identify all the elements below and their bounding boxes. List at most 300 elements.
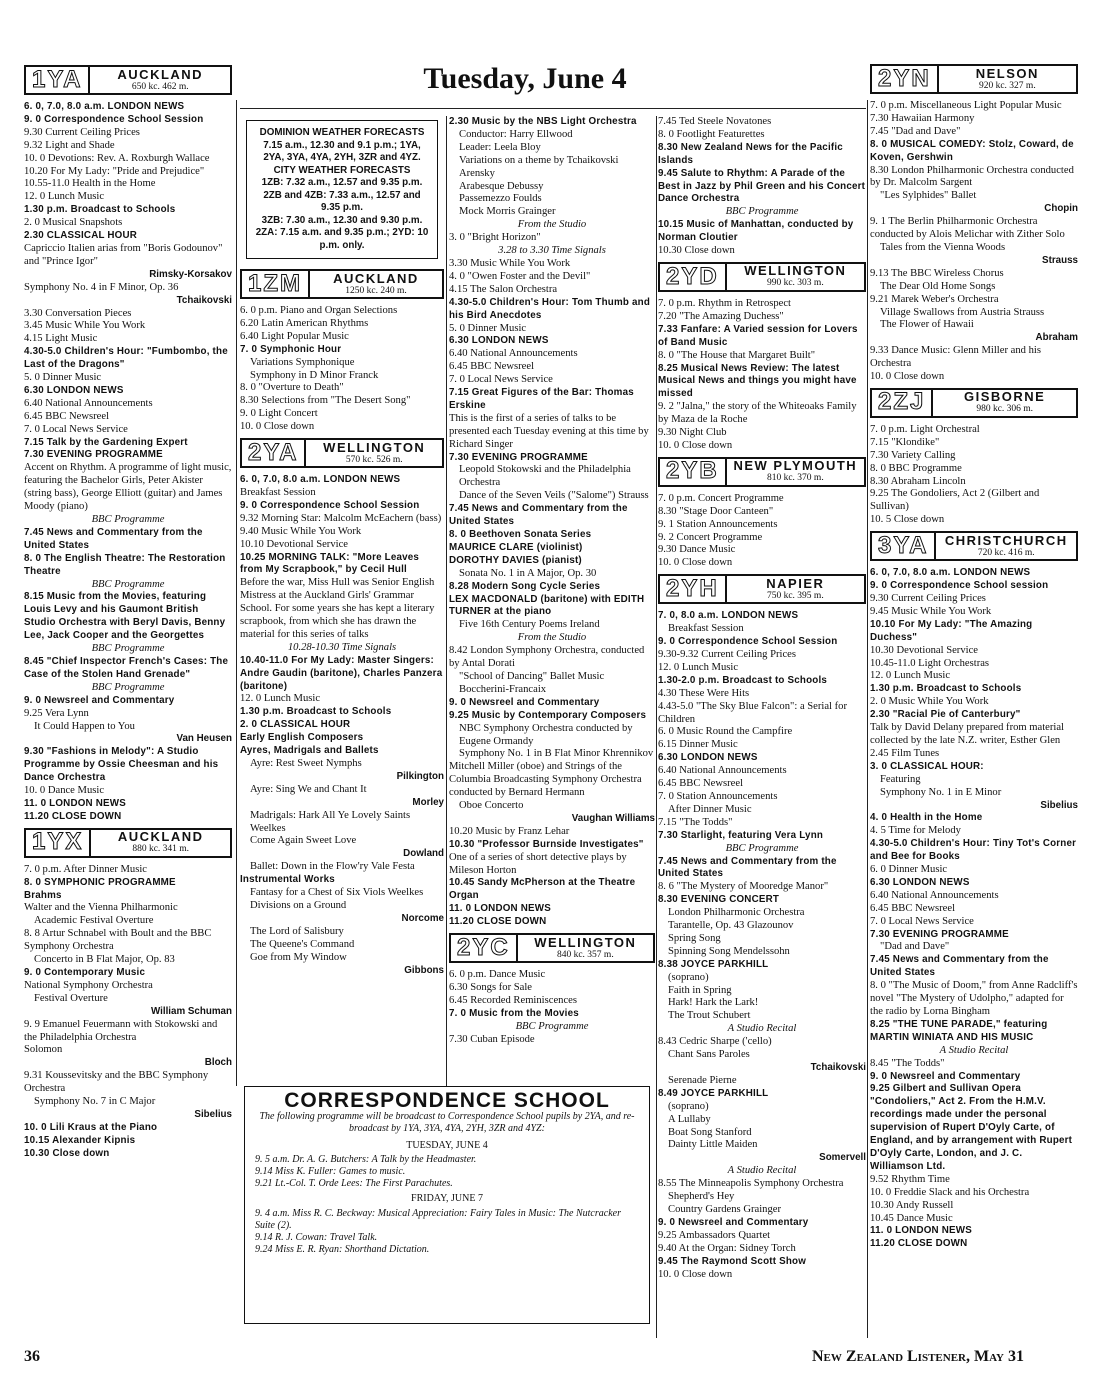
listing-line: 10.45 Dance Music [870,1212,953,1224]
listing-line: 9.21 Marek Weber's Orchestra [870,293,999,305]
listing-line: BBC Programme [515,1020,589,1032]
listing-line: 9.14 Miss K. Fuller: Games to music. [255,1166,406,1178]
listing-line: 8. 0 Beethoven Sonata Series [449,529,592,540]
listing-line: 9.30 Night Club [658,427,727,439]
listing-line: 9.45 Salute to Rhythm: A Parade of the Best in Jazz by Phil Green and his Concert Dance Orchestra [658,167,866,205]
listing-line: 5. 0 Dinner Music [449,322,527,334]
listing-line: (soprano) [668,1100,709,1112]
listing-2ya [240,474,444,977]
station-city: WELLINGTON [534,934,637,950]
listing-line: 8.45 "Chief Inspector French's Cases: The Case of the Stolen Hand Grenade" [24,655,229,680]
listing-line: 7.45 News and Commentary from the United States [870,954,1049,979]
listing-line: 9. 2 Concert Programme [658,531,763,543]
listing-line: Symphony in D Minor Franck [250,369,379,381]
listing-line: 3.28 to 3.30 Time Signals [498,245,606,257]
listing-line: 10. 5 Close down [870,514,945,526]
listing-line: Symphony No. 1 in B Flat Minor Khrennikov [459,748,654,760]
listing-line: 11.20 CLOSE DOWN [24,810,122,822]
listing-line: Mitchell Miller (oboe) and Strings of the Columbia Broadcasting Symphony Orchestra conducted by Bernard Hermann [449,761,642,799]
listing-line: 9. 0 Correspondence School Session [24,113,204,125]
listing-line: DOMINION WEATHER FORECASTS [259,127,425,138]
station-city: NEW PLYMOUTH [733,458,858,474]
column-5 [870,64,1078,1251]
listing-line: Tarantelle, Op. 43 Glazounov [668,920,794,932]
station-frequency: 880 kc. 341 m. [132,844,190,855]
listing-line: 6.40 Light Popular Music [240,330,349,342]
listing-line: Capriccio Italien arias from "Boris Godounov" and "Prince Igor" [24,242,223,267]
listing-3ya [870,567,1078,1251]
listing-line: "School of Dancing" Ballet Music Boccherini-Francaix [459,670,605,695]
listing-line: 2ZA: 7.15 a.m. and 9.35 p.m.; 2YD: 10 p.m. only. [255,227,429,251]
listing-line: Early English Composers [240,732,364,744]
listing-line: 2. 0 CLASSICAL HOUR [240,719,351,731]
page-headline: Tuesday, June 4 [423,62,627,95]
listing-line: 10. 0 Close down [658,557,733,569]
listing-line: Sonata No. 1 in A Major, Op. 30 [459,567,597,579]
listing-line: 10.40-11.0 For My Lady: Master Singers: Andre Gaudin (baritone), Charles Panzera (baritone) [240,654,443,692]
listing-line: 10.45 Sandy McPherson at the Theatre Organ [449,877,636,902]
listing-2yb [658,493,866,570]
correspondence-day-items [255,1154,639,1191]
listing-line: 8. 8 Artur Schnabel with Boult and the BBC Symphony Orchestra [24,928,212,953]
listing-line: Country Gardens Grainger [668,1203,781,1215]
listing-line: 9.21 Lt.-Col. T. Orde Lees: The First Parachutes. [255,1178,453,1190]
listing-line: 11. 0 LONDON NEWS [449,903,551,915]
listing-line: 8. 0 SYMPHONIC PROGRAMME [24,876,176,888]
listing-line: Ayres, Madrigals and Ballets [240,745,379,757]
column-3 [449,116,655,1047]
station-city: NAPIER [766,575,825,591]
station-call-sign: 2YD [660,264,727,290]
listing-line: 10.45-11.0 Light Orchestras [870,657,990,669]
listing-line: 7. 0 p.m. Concert Programme [658,492,784,504]
weather-forecasts-box [246,120,438,259]
listing-line: Variations Symphonique [250,356,355,368]
listing-line: A Studio Recital [727,1165,797,1177]
listing-line: Serenade Pierne [668,1074,737,1086]
listing-line: 9.14 R. J. Cowan: Travel Talk. [255,1232,378,1244]
station-logo-2yh [658,574,866,604]
station-frequency: 990 kc. 303 m. [766,278,824,289]
station-city: WELLINGTON [323,439,426,455]
listing-line: CITY WEATHER FORECASTS [273,164,411,176]
listing-line: Madrigals: Hark All Ye Lovely Saints Weelkes [250,809,411,834]
listing-line: Solomon [24,1044,63,1056]
listing-line: Five 16th Century Poems Ireland [459,619,600,631]
listing-line: 4. 0 "Owen Foster and the Devil" [449,270,591,282]
listing-line: Symphony No. 7 in C Major [34,1096,156,1108]
station-frequency: 980 kc. 306 m. [976,404,1034,415]
listing-line: 1.30 p.m. Broadcast to Schools [24,204,176,216]
listing-line: 9.25 Ambassadors Quartet [658,1229,771,1241]
listing-line: Vaughan Williams [571,812,655,824]
station-city: CHRISTCHURCH [944,532,1068,548]
listing-line: 8.30 EVENING CONCERT [658,894,780,906]
listing-line: 7. 0 p.m. Light Orchestral [870,423,980,435]
listing-line: Gibbons [404,964,444,976]
station-call-sign: 2YC [451,935,518,961]
station-logo-2yb [658,457,866,487]
listing-line: 9.45 Music While You Work [870,605,992,617]
listing-line: 8. 0 MUSICAL COMEDY: Stolz, Coward, de Koven, Gershwin [870,138,1074,163]
listing-line: Ayre: Rest Sweet Nymphs [250,758,362,769]
listing-line: 4.15 Light Music [24,333,98,345]
listing-line: 6.30 LONDON NEWS [449,335,549,347]
listing-line: 9.40 At the Organ: Sidney Torch [658,1242,796,1254]
listing-line: 8.43 Cedric Sharpe ('cello) [658,1036,772,1048]
listing-line: 6. 0 p.m. Dance Music [449,969,546,981]
listing-line: 9.30 Dance Music [658,544,736,556]
column-1 [24,65,232,1161]
station-frequency: 810 kc. 370 m. [766,473,824,484]
listing-line: It Could Happen to You [34,720,135,732]
listing-line: 8. 0 "The Music of Doom," from Anne Radcliff's novel "The Mystery of Udolpho," adapted for the radio by Lorna Bingham [870,980,1078,1017]
listing-line: Abraham [1035,332,1078,344]
station-logo-2zj [870,388,1078,418]
listing-line: 8. 0 The English Theatre: The Restoration Theatre [24,552,226,577]
station-call-sign: 2YN [872,66,939,92]
listing-line: Strauss [1042,254,1078,266]
listing-line: Van Heusen [176,733,232,745]
station-logo-1ya [24,65,232,95]
listing-line: 9.30 Current Ceiling Prices [870,593,986,604]
listing-line: 2.30 CLASSICAL HOUR [24,230,138,242]
listing-line: 7.15 Great Figures of the Bar: Thomas Erskine [449,387,634,411]
listing-line: 8.25 "THE TUNE PARADE," featuring MARTIN WINIATA AND HIS MUSIC [870,1018,1048,1043]
listing-line: 4.30-5.0 Children's Hour: Tom Thumb and his Bird Anecdotes [449,296,651,321]
listing-line: A Studio Recital [939,1044,1009,1056]
listing-line: 9. 0 Newsreel and Commentary [870,1070,1021,1082]
header-rule [240,108,866,109]
listing-line: 6. 0, 7.0, 8.0 a.m. LONDON NEWS [870,567,1031,579]
listing-line: 4.30 These Were Hits [658,687,750,699]
listing-line: 8.42 London Symphony Orchestra, conducted by Antal Dorati [449,645,645,670]
listing-line: 2.30 Music by the NBS Light Orchestra [449,116,637,127]
listing-line: 7. 0 Station Announcements [658,790,778,802]
listing-line: 10. 0 Dance Music [24,785,105,797]
listing-line: 10. 0 Close down [658,1268,733,1280]
station-logo-2ya [240,438,444,468]
listing-line: 9. 1 Station Announcements [658,518,778,530]
listing-line: 7.30 Cuban Episode [449,1033,535,1045]
listing-line: 2. 0 Music While You Work [870,696,989,708]
listing-2zj [870,424,1078,527]
listing-line: Pilkington [396,770,444,782]
listing-line: 6.45 BBC Newsreel [870,902,956,914]
listing-line: 5. 0 Dinner Music [24,372,102,384]
listing-line: 4.30-5.0 Children's Hour: Tiny Tot's Corner and Bee for Books [870,838,1077,863]
listing-line: 8.30 Selections from "The Desert Song" [240,395,411,407]
listing-line: 6.40 National Announcements [24,397,153,409]
listing-2yd [658,298,866,453]
listing-line: Spring Song [668,932,721,944]
listing-line: Leader: Leela Bloy [459,141,541,153]
station-city: AUCKLAND [117,66,204,82]
listing-line: Ayre: Sing We and Chant It [250,783,367,795]
correspondence-day: TUESDAY, JUNE 4 [406,1139,488,1151]
listing-line: 7.45 Ted Steele Novatones [658,116,772,127]
listing-line: Arabesque Debussy [459,180,544,192]
listing-line: Norcome [401,912,444,924]
listing-line: 4.30-5.0 Children's Hour: "Fumbombo, the Last of the Dragons" [24,346,228,371]
listing-line: One of a series of short detective plays by Mileson Horton [449,851,627,876]
listing-line: Conductor: Harry Ellwood [459,128,573,140]
listing-line: 9. 0 Newsreel and Commentary [658,1216,809,1228]
listing-line: 9. 0 Correspondence School Session [240,499,420,511]
listing-line: Goe from My Window [250,951,347,963]
listing-line: 10.30 "Professor Burnside Investigates" [449,838,644,850]
listing-line: Chant Sans Paroles [668,1049,750,1061]
listing-line: Accent on Rhythm. A programme of light music, featuring the Bachelor Girls, Peter Akister (string bass), George Elliott (guitar) and James Moody (piano) [24,462,232,513]
listing-line: 10. 0 Lili Kraus at the Piano [24,1121,158,1133]
listing-line: London Philharmonic Orchestra [668,907,805,919]
listing-line: 10.15 Music of Manhattan, conducted by Norman Cloutier [658,219,854,244]
listing-line: 7. 0 Music from the Movies [449,1007,579,1019]
listing-line: 3ZB: 7.30 a.m., 12.30 and 9.30 p.m. [261,214,423,226]
station-call-sign: 3YA [872,533,936,559]
listing-line: 4.15 The Salon Orchestra [449,283,558,295]
listing-line: 10.30 Close down [24,1147,110,1159]
listing-line: Divisions on a Ground [250,899,347,911]
listing-line: "Les Sylphides" Ballet [880,190,977,202]
listing-line: 3.45 Music While You Work [24,320,146,332]
listing-line: 1.30 p.m. Broadcast to Schools [870,683,1022,695]
listing-line: Bloch [204,1057,232,1069]
listing-line: Walter and the Vienna Philharmonic [24,902,178,914]
listing-line: 7. 0 p.m. Miscellaneous Light Popular Music [870,100,1062,111]
listing-line: 2.30 "Racial Pie of Canterbury" [870,709,1021,721]
listing-line: 8.30 Abraham Lincoln [870,475,966,487]
listing-line: 10.15 Alexander Kipnis [24,1134,136,1146]
station-call-sign: 2YA [242,440,306,466]
listing-line: The Trout Schubert [668,1010,751,1022]
correspondence-school-box [244,1086,650,1324]
listing-line: 9. 0 Contemporary Music [24,967,146,978]
listing-line: 9.25 Music by Contemporary Composers [449,709,647,721]
listing-line: "Dad and Dave" [880,941,950,953]
listing-line: Variations on a theme by Tchaikovski Arensky [459,154,619,179]
listing-line: 9.30-9.32 Current Ceiling Prices [658,649,796,660]
listing-2yc [449,969,655,1046]
listing-line: 6. 0, 7.0, 8.0 a.m. LONDON NEWS [240,474,401,486]
listing-line: The Queene's Command [250,938,355,950]
listing-line: 7. 0 Local News Service [870,915,974,927]
listing-line: 12. 0 Lunch Music [240,693,321,705]
listing-line: BBC Programme [725,842,799,854]
listing-line: 10.28-10.30 Time Signals [287,641,397,653]
station-frequency: 570 kc. 526 m. [345,454,403,465]
station-city: AUCKLAND [333,270,419,286]
listing-line: 6. 0 p.m. Piano and Organ Selections [240,305,398,316]
listing-line: 10.20 For My Lady: "Pride and Prejudice" [24,165,205,177]
listing-line: 12. 0 Lunch Music [24,191,105,203]
station-city: AUCKLAND [117,829,204,845]
listing-line: 8.38 JOYCE PARKHILL [658,958,769,970]
listing-line: 2. 0 Musical Snapshots [24,217,123,229]
listing-line: Breakfast Session [240,486,316,498]
listing-line: Talk by David Delany prepared from material collected by the late N.Z. writer, Esther Glen [870,722,1064,746]
listing-2ya-continued [449,116,655,929]
station-call-sign: 2YH [660,576,727,602]
listing-line: This is the first of a series of talks to be presented each Tuesday evening at this time by Richard Singer [449,412,649,450]
listing-line: 9.25 Gilbert and Sullivan Opera "Condoliers," Act 2. From the H.M.V. recordings made under the personal supervision of Rupert D'Oyly Carte, of England, and by arrangement with Rupert D'Oyly Carte, London, and J. C. Williamson Ltd. [870,1083,1073,1172]
listing-line: 10. 0 Devotions: Rev. A. Roxburgh Wallace [24,152,210,164]
column-4 [658,116,866,1281]
listing-line: Shepherd's Hey [668,1191,735,1203]
listing-line: Featuring [880,773,921,785]
listing-2yn [870,100,1078,384]
listing-line: BBC Programme [91,578,165,590]
listing-line: 9. 0 Light Concert [240,408,318,420]
listing-line: 8. 0 "The House that Margaret Built" [658,349,816,361]
listing-line: Before the war, Miss Hull was Senior English Mistress at the Auckland Girls' Grammar School. For some years she has kept a literary scrapbook, from which she has drawn the material for this series of talks [240,577,435,640]
listing-line: 8.30 "Stage Door Canteen" [658,505,774,517]
listing-line: 10. 0 Close down [240,421,315,433]
listing-line: 11.20 CLOSE DOWN [449,916,547,928]
listing-line: Concerto in B Flat Major, Op. 83 [34,954,175,966]
listing-line: Morley [412,796,444,808]
listing-line: Tales from the Vienna Woods [880,241,1006,253]
column-rule [446,116,447,1086]
listing-line: A Studio Recital [727,1023,797,1035]
listing-line: 6.20 Latin American Rhythms [240,317,369,329]
listing-1ya [24,101,232,824]
station-call-sign: 1ZM [242,271,310,297]
listing-line: National Symphony Orchestra [24,979,153,991]
station-call-sign: 2YB [660,459,727,485]
listing-line: 11.20 CLOSE DOWN [870,1238,968,1250]
listing-line: DOROTHY DAVIES (pianist) [449,554,582,566]
magazine-footer: New Zealand Listener, May 31 [812,1348,1024,1365]
station-frequency: 750 kc. 395 m. [766,590,824,601]
listing-line: BBC Programme [91,643,165,655]
listing-line: 8.49 JOYCE PARKHILL [658,1087,769,1099]
listing-line: 9. 0 Correspondence School session [870,580,1049,592]
listing-line: 11. 0 LONDON NEWS [24,797,126,809]
listing-line: 7. 0 Symphonic Hour [240,343,342,355]
listing-line: 9.31 Koussevitsky and the BBC Symphony Orchestra [24,1070,209,1095]
listing-line: Come Again Sweet Love [250,835,357,847]
listing-line: 6.40 National Announcements [658,765,787,777]
listing-line: 10.30 Devotional Service [870,644,978,656]
listing-line: 7.30 Variety Calling [870,449,956,461]
listing-line: After Dinner Music [668,803,752,815]
listing-line: 9. 5 a.m. Dr. A. G. Butchers: A Talk by the Headmaster. [255,1153,477,1165]
listing-line: 10.10 Devotional Service [240,538,348,550]
listing-line: 9. 0 Newsreel and Commentary [449,696,600,708]
listing-line: 6.15 Dinner Music [658,739,738,751]
listing-line: 7.30 EVENING PROGRAMME [449,451,588,463]
listing-line: 7.45 News and Commentary from the United States [449,503,628,528]
correspondence-day-items [255,1208,639,1257]
listing-line: Sibelius [1040,799,1078,811]
listing-line: LEX MACDONALD (baritone) with EDITH TURNER at the piano [449,593,645,618]
listing-2yc-continued [658,116,866,258]
listing-line: Chopin [1044,203,1078,215]
station-city: WELLINGTON [744,263,847,279]
listing-line: 10.25 MORNING TALK: "More Leaves from My Scrapbook," by Cecil Hull [240,551,420,576]
listing-line: 9.30 "Fashions in Melody": A Studio Programme by Ossie Cheesman and his Dance Orchestra [24,746,219,784]
listing-line: Passemezzo Foulds [459,193,542,205]
listing-line: 10.10 For My Lady: "The Amazing Duchess" [870,618,1033,643]
listing-line: Dainty Little Maiden [668,1139,758,1151]
listing-line: Instrumental Works [240,874,335,886]
listing-line: BBC Programme [725,206,799,218]
listing-line: 10. 0 Freddie Slack and his Orchestra [870,1186,1030,1198]
station-frequency: 720 kc. 416 m. [977,547,1035,558]
correspondence-day: FRIDAY, JUNE 7 [411,1193,483,1205]
listing-line: 10.30 Close down [658,245,735,257]
listing-line: 8. 6 "The Mystery of Mooredge Manor" [658,881,829,893]
listing-line: 6.45 BBC Newsreel [658,778,744,790]
listing-line: BBC Programme [91,681,165,693]
listing-line: 3.30 Music While You Work [449,257,571,269]
listing-line: 8.45 "The Todds" [870,1057,945,1069]
station-city: GISBORNE [964,389,1046,405]
listing-line: Somervell [819,1152,866,1164]
column-2 [240,116,444,977]
listing-line: 10.30 Andy Russell [870,1199,954,1211]
listing-2yh [658,610,866,1281]
listing-line: 3. 0 "Bright Horizon" [449,232,541,244]
listing-line: 8.25 Musical News Review: The latest Musical News and things you might have missed [658,362,857,400]
listing-line: Leopold Stokowski and the Philadelphia Orchestra [459,464,631,489]
listing-line: 3.30 Conversation Pieces [24,307,132,319]
listing-line: 8. 0 "Overture to Death" [240,382,344,394]
listing-line: The Lord of Salisbury [250,925,344,937]
listing-line: 11. 0 LONDON NEWS [870,1225,972,1237]
listing-line: 9.33 Dance Music: Glenn Miller and his Orchestra [870,345,1041,370]
listing-line: Hark! Hark the Lark! [668,997,759,1009]
listing-line: 7.45 News and Commentary from the United States [24,526,203,551]
listing-line: 10. 0 Close down [870,371,945,383]
page-number: 36 [24,1348,40,1365]
listing-line: 8.30 London Philharmonic Orchestra conducted by Dr. Malcolm Sargent [870,164,1074,189]
listing-line: Dance of the Seven Veils ("Salome") Strauss [459,490,649,502]
listing-line: 7. 0 p.m. After Dinner Music [24,863,147,875]
listing-line: 2ZB and 4ZB: 7.33 a.m., 12.57 and 9.35 p.m. [263,189,421,213]
listing-line: 9.52 Rhythm Time [870,1173,950,1185]
station-logo-3ya [870,531,1078,561]
listing-line: (soprano) [668,971,709,983]
listing-line: 9. 2 "Jalna," the story of the Whiteoaks Family by Maza de la Roche [658,401,857,426]
listing-line: From the Studio [517,632,587,644]
listing-line: Sibelius [194,1108,232,1120]
listing-line: The Flower of Hawaii [880,319,974,331]
listing-line: 9.25 Vera Lynn [24,707,89,719]
listing-line: Boat Song Stanford [668,1126,752,1138]
listing-line: 6.45 BBC Newsreel [24,410,110,422]
listing-line: 8.30 New Zealand News for the Pacific Islands [658,141,843,166]
listing-line: 8. 0 BBC Programme [870,462,962,474]
listing-line: 12. 0 Lunch Music [870,670,951,682]
listing-line: Oboe Concerto [459,800,524,812]
station-logo-2yn [870,64,1078,94]
listing-line: 9.13 The BBC Wireless Chorus [870,267,1004,279]
listing-line: Ballet: Down in the Flow'ry Vale Festa [250,861,415,873]
listing-line: 9.24 Miss E. R. Ryan: Shorthand Dictation. [255,1244,430,1256]
listing-line: 12. 0 Lunch Music [658,661,739,673]
listing-line: 6.40 National Announcements [870,889,999,901]
listing-line: 2.45 Film Tunes [870,747,940,759]
listing-line: 7.45 News and Commentary from the United States [658,855,837,880]
station-frequency: 840 kc. 357 m. [556,949,614,960]
listing-line: 7.15 "Klondike" [870,436,940,448]
listing-line: 6.30 Songs for Sale [449,982,532,993]
listing-line: 7.45 "Dad and Dave" [870,125,961,137]
listing-line: 9.45 The Raymond Scott Show [658,1255,807,1267]
listing-line: 9.25 The Gondoliers, Act 2 (Gilbert and Sullivan) [870,488,1040,513]
